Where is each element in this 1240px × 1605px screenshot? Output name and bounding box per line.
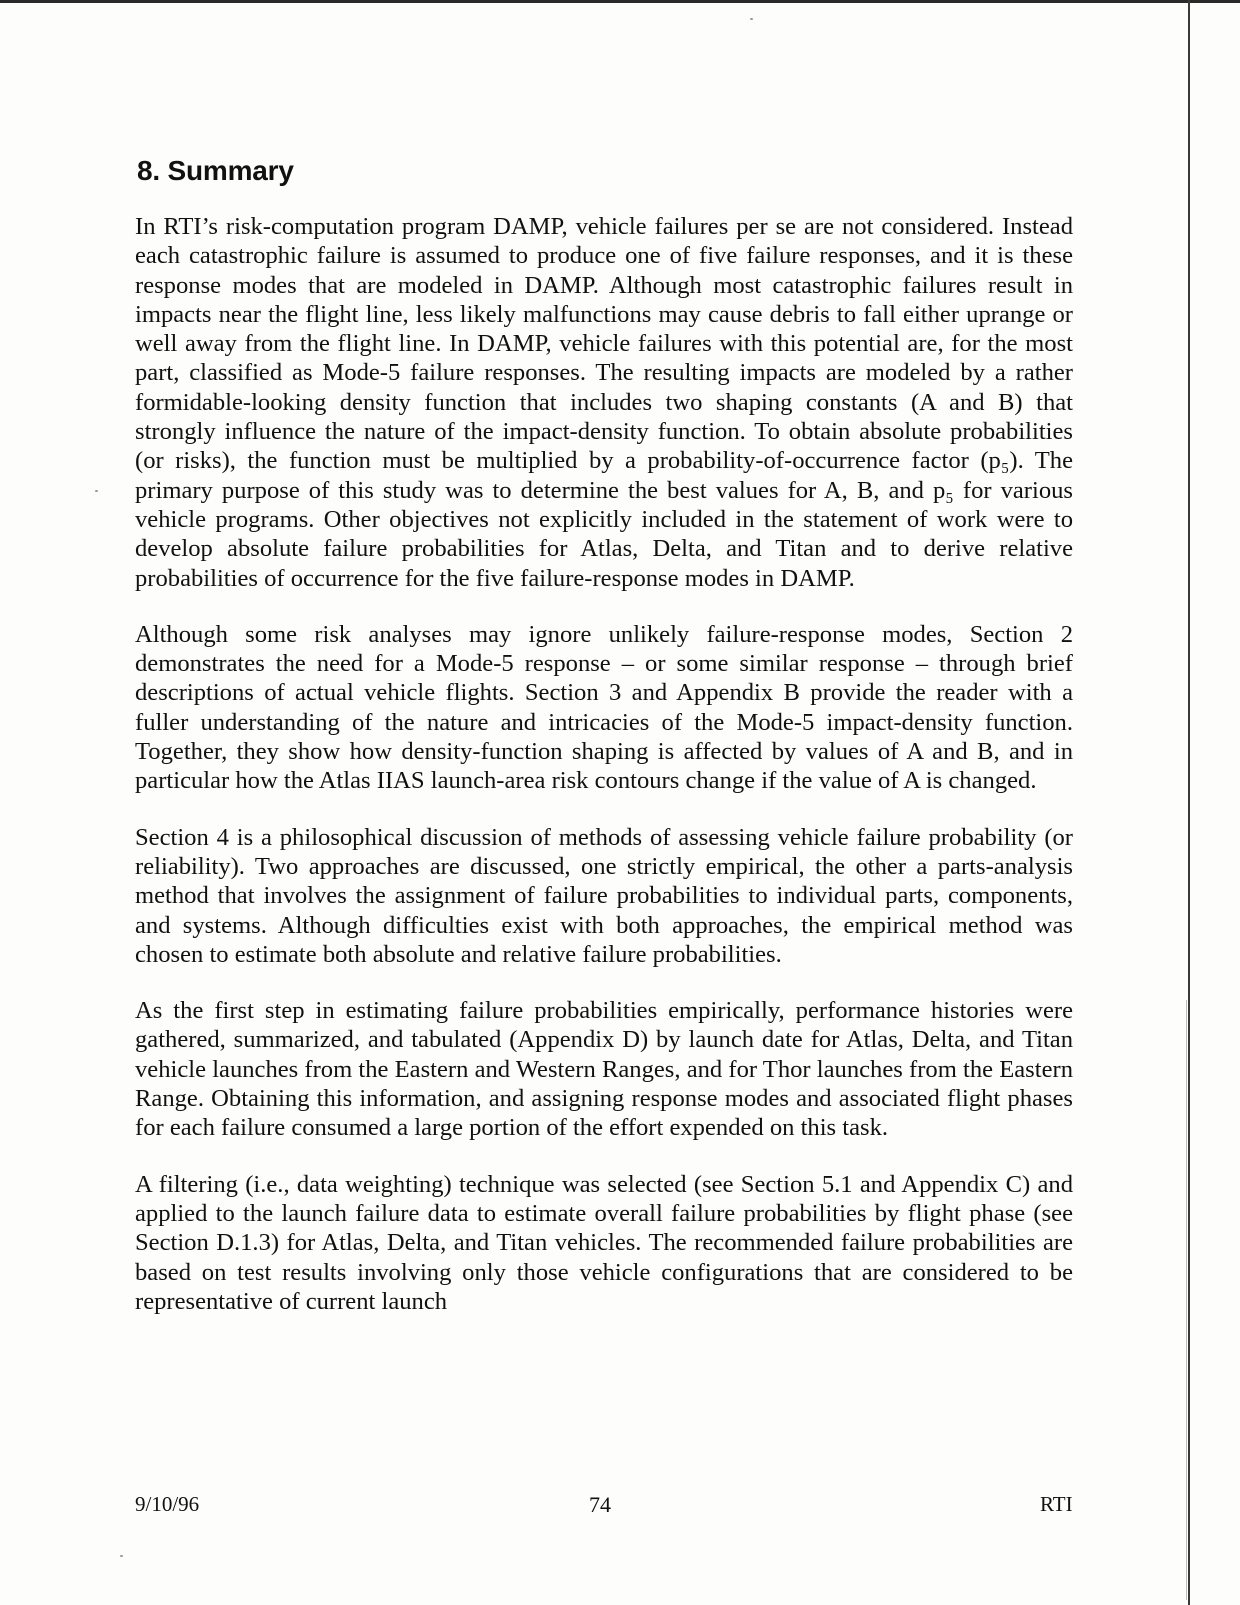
scan-speck	[95, 490, 98, 492]
footer-organization: RTI	[1040, 1492, 1073, 1516]
footer-page-number: 74	[589, 1492, 611, 1517]
page-right-edge-shadow	[1186, 1000, 1187, 1600]
paragraph-performance-histories: As the first step in estimating failure probabilities empirically, performance histories were gathered, summarized, and tabulated (Appendix D) by launch date for Atlas, Delta, and Titan vehicle launches from the Eastern and Western Ranges, and for Thor launches from the Eastern Range. Obtaining this information, and assigning response modes and associated flight phases for each failure consumed a large portion of the effort expended on this task.	[135, 997, 1073, 1142]
scan-speck	[120, 1555, 123, 1557]
paragraph-mode5-need: Although some risk analyses may ignore unlikely failure-response modes, Section 2 demonstrates the need for a Mode-5 response – or some similar response – through brief descriptions of actual vehicle flights. Section 3 and Appendix B provide the reader with a fuller understanding of the nature and intricacies of the Mode-5 impact-density function. Together, they show how density-function shaping is affected by values of A and B, and in particular how the Atlas IIAS launch-area risk contours change if the value of A is changed.	[135, 620, 1073, 795]
paragraph-damp-overview: In RTI’s risk-computation program DAMP, vehicle failures per se are not considered. Instead each catastrophic failure is assumed to produce one of five failure responses, and it is these response modes that are modeled in DAMP. Although most catastrophic failures result in impacts near the flight line, less likely malfunctions may cause debris to fall either uprange or well away from the flight line. In DAMP, vehicle failures with this potential are, for the most part, classified as Mode-5 failure responses. The resulting impacts are modeled by a rather formidable-looking density function that includes two shaping constants (A and B) that strongly influence the nature of the impact-density function. To obtain absolute probabilities (or risks), the function must be multiplied by a probability-of-occurrence factor (p₅). The primary purpose of this study was to determine the best values for A, B, and p₅ for various vehicle programs. Other objectives not explicitly included in the statement of work were to develop absolute failure probabilities for Atlas, Delta, and Titan and to derive relative probabilities of occurrence for the five failure-response modes in DAMP.	[135, 213, 1073, 592]
paragraph-filtering-technique: A filtering (i.e., data weighting) technique was selected (see Section 5.1 and Appendix C) and applied to the launch failure data to estimate overall failure probabilities by flight phase (see Section D.1.3) for Atlas, Delta, and Titan vehicles. The recommended failure probabilities are based on test results involving only those vehicle configurations that are considered to be representative of current launch	[135, 1170, 1073, 1315]
scan-speck	[750, 18, 753, 20]
paragraph-assessment-methods: Section 4 is a philosophical discussion of methods of assessing vehicle failure probability (or reliability). Two approaches are discussed, one strictly empirical, the other a parts-analysis method that involves the assignment of failure probabilities to individual parts, components, and systems. Although difficulties exist with both approaches, the empirical method was chosen to estimate both absolute and relative failure probabilities.	[135, 823, 1073, 968]
page-right-edge	[1188, 0, 1190, 1605]
footer-date: 9/10/96	[135, 1492, 200, 1516]
section-heading: 8. Summary	[137, 155, 294, 186]
summary-body	[135, 212, 1073, 1343]
page-top-edge	[0, 0, 1240, 3]
